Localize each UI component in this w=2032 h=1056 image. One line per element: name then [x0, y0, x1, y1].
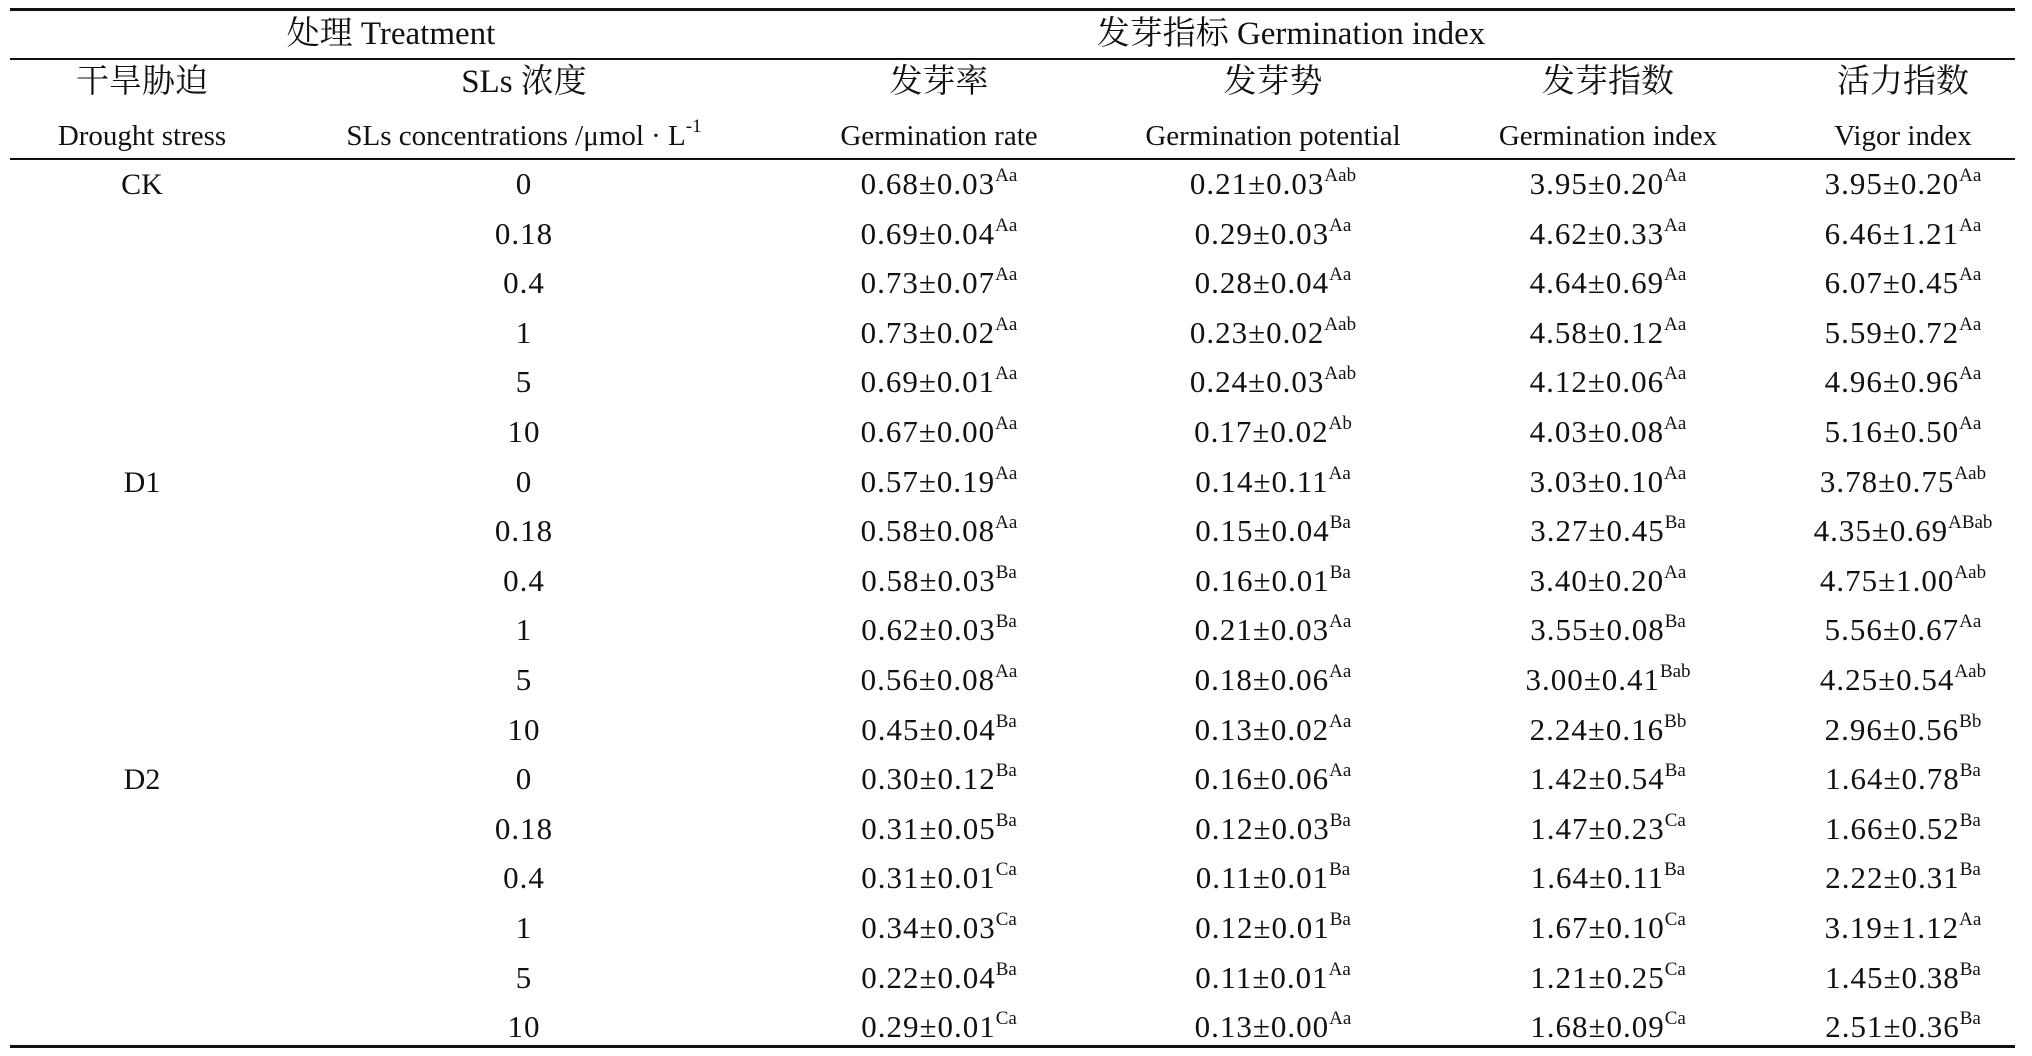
concentration-cell: 0 [515, 464, 533, 499]
rate-value: 0.73±0.07 [860, 265, 996, 300]
vigor-cell [1819, 463, 1987, 499]
rate-value: 0.69±0.01 [860, 364, 996, 399]
vigor-cell [1825, 859, 1981, 895]
potential-cell [1194, 760, 1352, 796]
concentration-cell: 0.4 [503, 265, 545, 300]
potential-cell [1189, 165, 1357, 201]
gindex-value: 4.64±0.69 [1529, 265, 1665, 300]
rate-value: 0.58±0.08 [860, 513, 996, 548]
gindex-letters: Bab [1659, 661, 1691, 682]
potential-value: 0.11±0.01 [1195, 960, 1329, 995]
potential-letters: Aa [1328, 959, 1351, 980]
concentration-cell: 0.4 [503, 860, 545, 895]
potential-letters: Aa [1329, 661, 1352, 682]
vigor-letters: Aa [1959, 165, 1982, 186]
col-vigor-en: Vigor index [1834, 120, 1972, 152]
concentration-cell: 1 [515, 612, 533, 647]
col-rate-en: Germination rate [840, 120, 1038, 152]
gindex-cell [1529, 711, 1687, 747]
rate-cell [860, 661, 1018, 697]
gindex-value: 3.00±0.41 [1525, 662, 1660, 697]
vigor-value: 3.95±0.20 [1824, 166, 1960, 201]
rate-cell [860, 314, 1018, 350]
rate-value: 0.29±0.01 [861, 1009, 996, 1044]
vigor-value: 5.59±0.72 [1824, 315, 1960, 350]
gindex-letters: Aa [1664, 264, 1687, 285]
gindex-value: 4.12±0.06 [1529, 364, 1665, 399]
concentration-cell: 5 [515, 364, 533, 399]
potential-cell [1194, 413, 1352, 449]
potential-cell [1194, 711, 1352, 747]
potential-letters: Ba [1329, 859, 1351, 880]
gindex-cell [1530, 512, 1686, 548]
vigor-cell [1824, 363, 1982, 399]
gindex-cell [1530, 810, 1686, 846]
potential-value: 0.29±0.03 [1194, 216, 1330, 251]
rate-cell [860, 512, 1018, 548]
rate-cell [861, 1008, 1017, 1044]
rate-cell [860, 264, 1018, 300]
rate-letters: Ba [995, 611, 1017, 632]
vigor-letters: Aa [1959, 909, 1982, 930]
potential-value: 0.23±0.02 [1189, 315, 1325, 350]
gindex-value: 3.55±0.08 [1530, 612, 1665, 647]
gindex-cell [1530, 909, 1686, 945]
vigor-value: 2.22±0.31 [1825, 860, 1960, 895]
gindex-value: 3.27±0.45 [1530, 513, 1665, 548]
potential-value: 0.15±0.04 [1195, 513, 1330, 548]
gindex-letters: Aa [1664, 165, 1687, 186]
rate-cell [861, 611, 1017, 647]
rate-cell [861, 711, 1017, 747]
col-rate-cn: 发芽率 [889, 64, 989, 100]
concentration-cell: 0.18 [494, 513, 554, 548]
vigor-cell [1824, 909, 1982, 945]
vigor-letters: Aab [1954, 562, 1987, 583]
potential-value: 0.13±0.02 [1194, 712, 1330, 747]
gindex-value: 1.64±0.11 [1530, 860, 1665, 895]
potential-letters: Aa [1329, 264, 1352, 285]
rate-cell [861, 760, 1017, 796]
potential-cell [1195, 810, 1351, 846]
rate-value: 0.45±0.04 [861, 712, 996, 747]
vigor-letters: Aa [1959, 611, 1982, 632]
drought-group-label: D1 [123, 466, 161, 499]
rate-letters: Ba [995, 760, 1017, 781]
potential-cell [1195, 512, 1351, 548]
vigor-letters: Ba [1959, 959, 1981, 980]
rate-letters: Ba [995, 711, 1017, 732]
gindex-value: 1.67±0.10 [1530, 910, 1665, 945]
vigor-value: 1.64±0.78 [1825, 761, 1960, 796]
rate-value: 0.57±0.19 [860, 464, 996, 499]
rate-cell [861, 909, 1017, 945]
rate-value: 0.31±0.01 [861, 860, 996, 895]
gindex-cell [1525, 661, 1691, 697]
rate-letters: Aa [995, 363, 1018, 384]
gindex-cell [1530, 611, 1686, 647]
col-conc-en-sup: -1 [685, 116, 702, 137]
gindex-letters: Aa [1664, 463, 1687, 484]
rate-letters: Ca [995, 1008, 1017, 1029]
potential-value: 0.17±0.02 [1194, 414, 1329, 449]
concentration-cell: 1 [515, 315, 533, 350]
concentration-cell: 0 [515, 166, 533, 201]
header-bottom-rule [10, 158, 2015, 160]
gindex-letters: Aa [1664, 413, 1687, 434]
gindex-value: 4.58±0.12 [1529, 315, 1665, 350]
gindex-letters: Bb [1664, 711, 1687, 732]
germination-table [10, 8, 2015, 1048]
vigor-letters: ABab [1948, 512, 1993, 533]
concentration-cell: 0.4 [503, 563, 545, 598]
col-potential-cn: 发芽势 [1223, 64, 1323, 100]
gindex-letters: Ca [1664, 1008, 1686, 1029]
col-vigor-cn: 活力指数 [1837, 64, 1969, 100]
rate-letters: Aa [995, 314, 1018, 335]
gindex-letters: Ba [1664, 760, 1686, 781]
vigor-cell [1825, 810, 1981, 846]
concentration-cell: 0.18 [494, 811, 554, 846]
potential-letters: Aa [1328, 463, 1351, 484]
potential-letters: Aa [1329, 215, 1352, 236]
vigor-value: 1.45±0.38 [1825, 960, 1960, 995]
potential-letters: Ba [1329, 909, 1351, 930]
potential-value: 0.18±0.06 [1194, 662, 1330, 697]
potential-value: 0.11±0.01 [1195, 860, 1330, 895]
potential-cell [1194, 611, 1352, 647]
gindex-cell [1529, 314, 1687, 350]
potential-cell [1194, 215, 1352, 251]
potential-value: 0.28±0.04 [1194, 265, 1330, 300]
potential-letters: Aa [1329, 611, 1352, 632]
gindex-value: 1.42±0.54 [1530, 761, 1665, 796]
gindex-value: 3.95±0.20 [1529, 166, 1665, 201]
vigor-cell [1825, 959, 1981, 995]
rate-cell [860, 215, 1018, 251]
vigor-letters: Ba [1959, 859, 1981, 880]
potential-cell [1195, 859, 1351, 895]
potential-letters: Aa [1329, 760, 1352, 781]
potential-cell [1194, 1008, 1352, 1044]
potential-cell [1194, 264, 1352, 300]
gindex-cell [1529, 264, 1687, 300]
vigor-cell [1824, 413, 1982, 449]
potential-letters: Ba [1329, 562, 1351, 583]
col-conc-en-text: SLs concentrations /μmol · L [346, 120, 686, 152]
gindex-letters: Aa [1664, 562, 1687, 583]
rate-value: 0.68±0.03 [860, 166, 996, 201]
potential-cell [1194, 661, 1352, 697]
potential-letters: Ba [1329, 810, 1351, 831]
vigor-value: 6.07±0.45 [1824, 265, 1960, 300]
rate-cell [861, 562, 1017, 598]
rate-letters: Aa [995, 512, 1018, 533]
rate-letters: Aa [995, 661, 1018, 682]
concentration-cell: 0.18 [494, 216, 554, 251]
potential-value: 0.12±0.01 [1195, 910, 1330, 945]
gindex-cell [1529, 463, 1687, 499]
col-conc-cn: SLs 浓度 [461, 64, 587, 100]
rate-letters: Ba [995, 810, 1017, 831]
potential-value: 0.24±0.03 [1189, 364, 1325, 399]
col-gindex-en: Germination index [1498, 120, 1718, 152]
gindex-letters: Ba [1664, 859, 1686, 880]
gindex-value: 4.62±0.33 [1529, 216, 1665, 251]
rate-letters: Ca [995, 909, 1017, 930]
germination-group-header: 发芽指标 Germination index [1096, 16, 1486, 52]
potential-value: 0.14±0.11 [1195, 464, 1329, 499]
potential-letters: Ab [1328, 413, 1352, 434]
concentration-cell: 1 [515, 910, 533, 945]
rate-value: 0.22±0.04 [861, 960, 996, 995]
vigor-value: 3.19±1.12 [1824, 910, 1960, 945]
vigor-value: 5.16±0.50 [1824, 414, 1960, 449]
rate-value: 0.69±0.04 [860, 216, 996, 251]
bottom-rule [10, 1045, 2015, 1048]
rate-value: 0.30±0.12 [861, 761, 996, 796]
gindex-letters: Aa [1664, 363, 1687, 384]
concentration-cell: 10 [507, 712, 541, 747]
gindex-cell [1529, 562, 1687, 598]
gindex-letters: Aa [1664, 314, 1687, 335]
vigor-letters: Aa [1959, 215, 1982, 236]
drought-group-label: D2 [123, 763, 161, 796]
potential-letters: Aa [1329, 1008, 1352, 1029]
concentration-cell: 0 [515, 761, 533, 796]
gindex-letters: Ca [1664, 909, 1686, 930]
col-potential-en: Germination potential [1145, 120, 1401, 152]
treatment-group-header: 处理 Treatment [286, 16, 496, 52]
vigor-cell [1825, 760, 1981, 796]
vigor-value: 4.75±1.00 [1819, 563, 1955, 598]
potential-letters: Aab [1324, 314, 1357, 335]
vigor-letters: Aa [1959, 264, 1982, 285]
vigor-letters: Ba [1959, 1008, 1981, 1029]
rate-cell [860, 463, 1018, 499]
col-drought-en: Drought stress [57, 120, 227, 152]
vigor-letters: Aa [1959, 413, 1982, 434]
top-rule [10, 8, 2015, 11]
vigor-letters: Bb [1959, 711, 1982, 732]
potential-cell [1195, 959, 1351, 995]
gindex-cell [1530, 760, 1686, 796]
potential-letters: Aab [1324, 363, 1357, 384]
rate-letters: Aa [995, 413, 1018, 434]
vigor-cell [1819, 661, 1987, 697]
vigor-value: 1.66±0.52 [1825, 811, 1960, 846]
vigor-letters: Aab [1954, 661, 1987, 682]
gindex-cell [1529, 363, 1687, 399]
rate-cell [860, 413, 1018, 449]
gindex-cell [1530, 959, 1686, 995]
potential-cell [1189, 363, 1357, 399]
gindex-letters: Ca [1664, 810, 1686, 831]
gindex-letters: Aa [1664, 215, 1687, 236]
vigor-value: 2.96±0.56 [1824, 712, 1960, 747]
rate-cell [861, 810, 1017, 846]
drought-group-label: CK [121, 168, 163, 201]
rate-cell [861, 959, 1017, 995]
gindex-cell [1529, 165, 1687, 201]
rate-letters: Ba [995, 959, 1017, 980]
rate-value: 0.31±0.05 [861, 811, 996, 846]
vigor-letters: Aa [1959, 314, 1982, 335]
gindex-letters: Ba [1664, 512, 1686, 533]
gindex-cell [1530, 859, 1686, 895]
rate-letters: Aa [995, 165, 1018, 186]
vigor-value: 5.56±0.67 [1824, 612, 1960, 647]
vigor-value: 4.96±0.96 [1824, 364, 1960, 399]
vigor-cell [1825, 1008, 1981, 1044]
vigor-letters: Ba [1959, 760, 1981, 781]
rate-value: 0.73±0.02 [860, 315, 996, 350]
gindex-letters: Ba [1664, 611, 1686, 632]
vigor-cell [1824, 611, 1982, 647]
vigor-value: 3.78±0.75 [1819, 464, 1955, 499]
gindex-cell [1530, 1008, 1686, 1044]
potential-letters: Aab [1324, 165, 1357, 186]
vigor-cell [1813, 512, 1993, 548]
col-drought-cn: 干旱胁迫 [76, 64, 208, 100]
rate-value: 0.34±0.03 [861, 910, 996, 945]
vigor-letters: Aab [1954, 463, 1987, 484]
gindex-value: 4.03±0.08 [1529, 414, 1665, 449]
gindex-letters: Ca [1664, 959, 1686, 980]
concentration-cell: 10 [507, 1009, 541, 1044]
concentration-cell: 5 [515, 662, 533, 697]
potential-value: 0.16±0.01 [1195, 563, 1330, 598]
potential-cell [1189, 314, 1357, 350]
rate-cell [861, 859, 1017, 895]
potential-letters: Ba [1329, 512, 1351, 533]
gindex-cell [1529, 215, 1687, 251]
potential-cell [1195, 909, 1351, 945]
gindex-value: 1.68±0.09 [1530, 1009, 1665, 1044]
concentration-cell: 10 [507, 414, 541, 449]
vigor-value: 4.35±0.69 [1813, 513, 1949, 548]
rate-letters: Ca [995, 859, 1017, 880]
rate-value: 0.62±0.03 [861, 612, 996, 647]
vigor-letters: Aa [1959, 363, 1982, 384]
potential-value: 0.12±0.03 [1195, 811, 1330, 846]
vigor-value: 2.51±0.36 [1825, 1009, 1960, 1044]
rate-cell [860, 363, 1018, 399]
gindex-cell [1529, 413, 1687, 449]
vigor-cell [1824, 215, 1982, 251]
potential-value: 0.13±0.00 [1194, 1009, 1330, 1044]
potential-value: 0.16±0.06 [1194, 761, 1330, 796]
gindex-value: 1.21±0.25 [1530, 960, 1665, 995]
rate-letters: Aa [995, 264, 1018, 285]
col-conc-en [346, 116, 702, 152]
group-rule [10, 58, 2015, 60]
vigor-cell [1824, 711, 1982, 747]
rate-cell [860, 165, 1018, 201]
gindex-value: 2.24±0.16 [1529, 712, 1665, 747]
potential-value: 0.21±0.03 [1189, 166, 1325, 201]
potential-cell [1195, 463, 1351, 499]
vigor-value: 6.46±1.21 [1824, 216, 1960, 251]
vigor-cell [1824, 165, 1982, 201]
gindex-value: 1.47±0.23 [1530, 811, 1665, 846]
rate-letters: Aa [995, 215, 1018, 236]
concentration-cell: 5 [515, 960, 533, 995]
potential-letters: Aa [1329, 711, 1352, 732]
col-gindex-cn: 发芽指数 [1542, 64, 1674, 100]
potential-value: 0.21±0.03 [1194, 612, 1330, 647]
rate-value: 0.56±0.08 [860, 662, 996, 697]
gindex-value: 3.03±0.10 [1529, 464, 1665, 499]
gindex-value: 3.40±0.20 [1529, 563, 1665, 598]
vigor-value: 4.25±0.54 [1819, 662, 1955, 697]
vigor-cell [1819, 562, 1987, 598]
rate-value: 0.67±0.00 [860, 414, 996, 449]
rate-value: 0.58±0.03 [861, 563, 996, 598]
vigor-cell [1824, 264, 1982, 300]
rate-letters: Aa [995, 463, 1018, 484]
potential-cell [1195, 562, 1351, 598]
vigor-letters: Ba [1959, 810, 1981, 831]
rate-letters: Ba [995, 562, 1017, 583]
vigor-cell [1824, 314, 1982, 350]
